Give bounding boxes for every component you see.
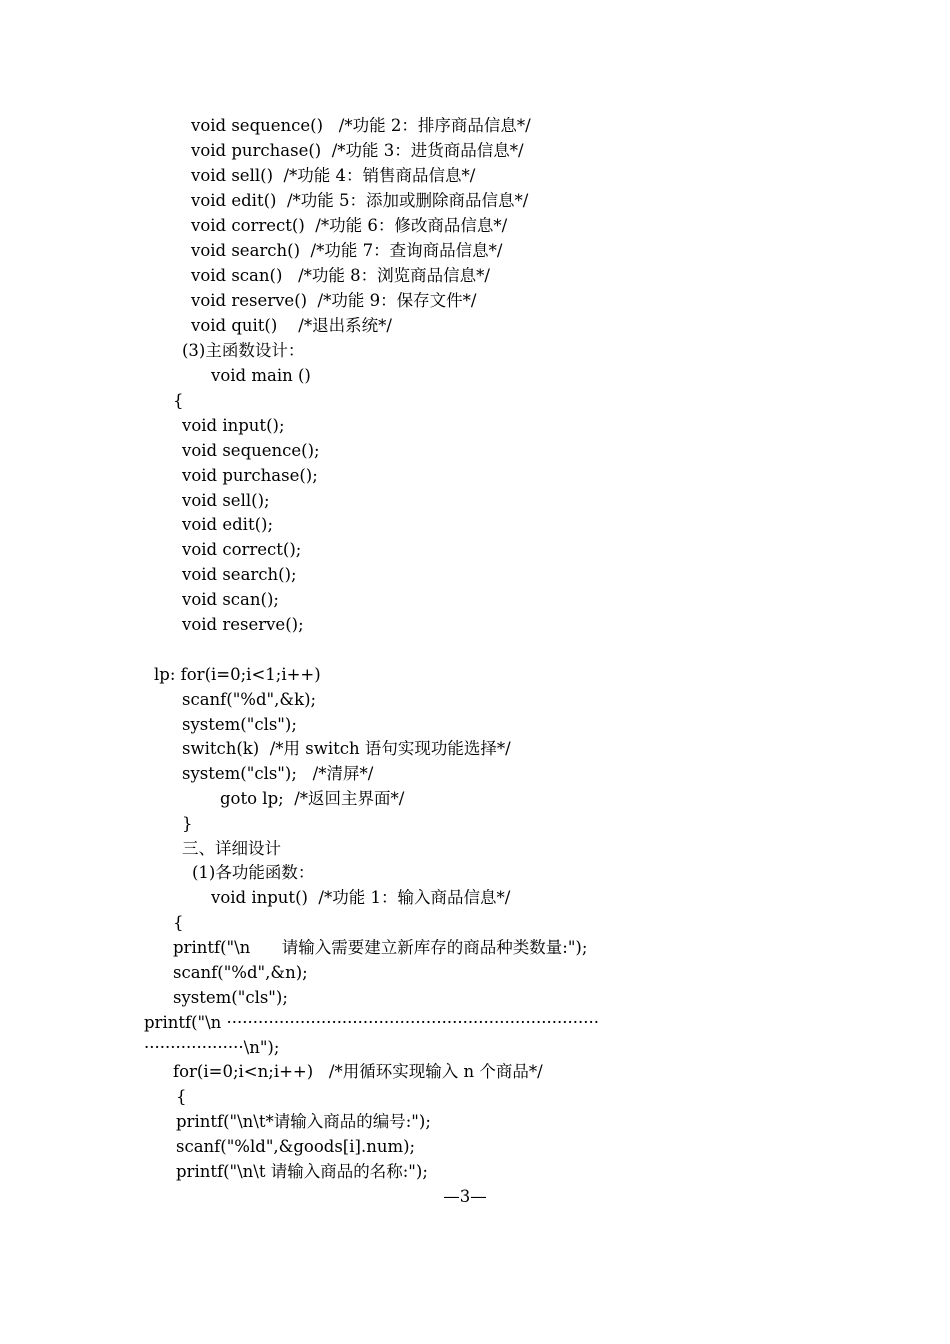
code-line: { [173, 913, 184, 932]
code-line: void correct() /*功能 6：修改商品信息*/ [191, 216, 508, 235]
code-line: goto lp; /*返回主界面*/ [220, 789, 405, 808]
code-line: void reserve(); [182, 615, 304, 634]
code-line: printf("\n\t*请输入商品的编号:"); [176, 1112, 431, 1131]
code-line: system("cls"); /*清屏*/ [182, 764, 374, 783]
code-line: void sell(); [182, 491, 270, 510]
code-line: for(i=0;i<n;i++) /*用循环实现输入 n 个商品*/ [173, 1062, 543, 1081]
code-line: void sequence() /*功能 2：排序商品信息*/ [191, 116, 531, 135]
code-line: ···················\n"); [144, 1038, 280, 1057]
code-line: scanf("%d",&n); [173, 963, 308, 982]
code-line: void main () [211, 366, 311, 385]
code-line: void sequence(); [182, 441, 320, 460]
section-heading: (1)各功能函数： [192, 863, 315, 882]
code-line: void sell() /*功能 4：销售商品信息*/ [191, 166, 476, 185]
code-line: scanf("%ld",&goods[i].num); [176, 1137, 416, 1156]
code-line: void correct(); [182, 540, 302, 559]
code-line: system("cls"); [173, 988, 288, 1007]
code-line: void purchase(); [182, 466, 318, 485]
code-line: void reserve() /*功能 9：保存文件*/ [191, 291, 477, 310]
code-line: void search(); [182, 565, 297, 584]
code-line: printf("\n ······································································· [144, 1013, 599, 1032]
code-line: lp: for(i=0;i<1;i++) [154, 665, 321, 684]
code-line: } [182, 814, 193, 833]
code-line: printf("\n\t 请输入商品的名称:"); [176, 1162, 428, 1181]
code-line: printf("\n 请输入需要建立新库存的商品种类数量:"); [173, 938, 588, 957]
code-line: system("cls"); [182, 715, 297, 734]
code-line: void search() /*功能 7：查询商品信息*/ [191, 241, 503, 260]
code-line: switch(k) /*用 switch 语句实现功能选择*/ [182, 739, 511, 758]
page-number: —3— [443, 1187, 487, 1206]
code-line: void input() /*功能 1：输入商品信息*/ [211, 888, 511, 907]
code-line: void scan() /*功能 8：浏览商品信息*/ [191, 266, 490, 285]
section-heading: 三、详细设计 [182, 839, 281, 858]
code-line: void input(); [182, 416, 285, 435]
code-line: scanf("%d",&k); [182, 690, 317, 709]
code-line: void quit() /*退出系统*/ [191, 316, 392, 335]
code-line: void purchase() /*功能 3：进货商品信息*/ [191, 141, 524, 160]
code-line: { [176, 1087, 187, 1106]
code-line: void edit() /*功能 5：添加或删除商品信息*/ [191, 191, 529, 210]
code-line: { [173, 391, 184, 410]
code-line: void scan(); [182, 590, 279, 609]
code-line: void edit(); [182, 515, 274, 534]
section-heading: (3)主函数设计： [182, 341, 305, 360]
